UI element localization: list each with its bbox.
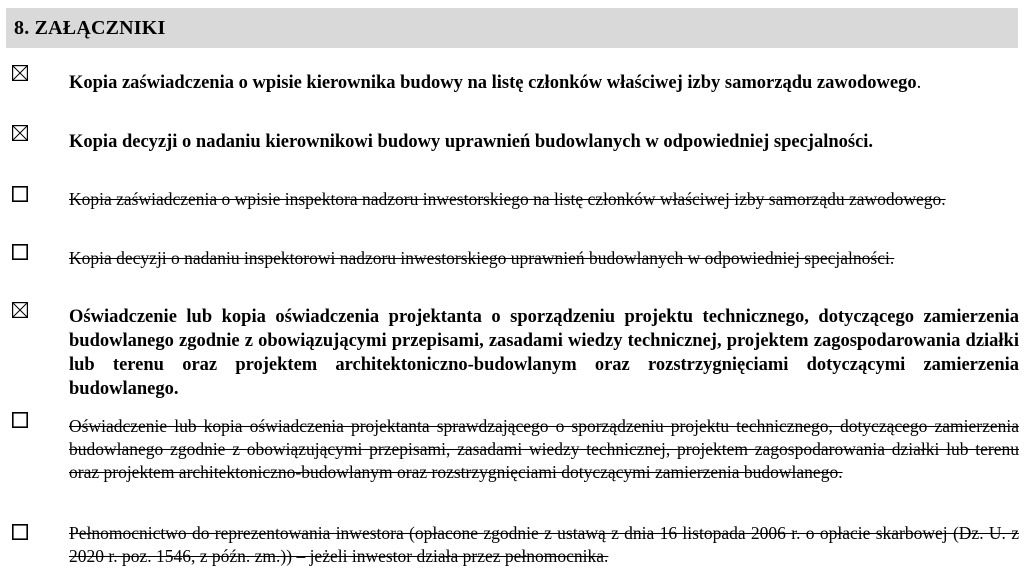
attachment-text: Oświadczenie lub kopia oświadczenia projektanta o sporządzeniu projektu technicznego, dotyczącego zamierzenia budowlanego zgodnie z obowiązującymi przepisami, zasadami wiedzy technicznej, projektem zagospodarowania działki lub terenu oraz projektem architektoniczno-budowlanym oraz rozstrzygnięciami dotyczącymi zamierzenia budowlanego.	[69, 307, 1019, 399]
section-title: 8. ZAŁĄCZNIKI	[14, 16, 166, 39]
attachment-text: Kopia decyzji o nadaniu kierownikowi budowy uprawnień budowlanych w odpowiedniej specjalności.	[69, 132, 874, 152]
checkbox-checked-icon	[12, 302, 28, 318]
attachment-checkbox-checked[interactable]	[12, 302, 28, 318]
checkbox-checked-icon	[12, 65, 28, 81]
checkbox-empty-icon	[12, 186, 28, 202]
checkbox-empty-icon	[12, 244, 28, 260]
attachment-checkbox-unchecked[interactable]	[12, 186, 28, 202]
checkbox-empty-icon	[12, 524, 28, 540]
attachment-text: Kopia zaświadczenia o wpisie inspektora nadzoru inwestorskiego na listę członków właściwej izby samorządu zawodowego.	[69, 189, 946, 209]
attachment-checkbox-unchecked[interactable]	[12, 244, 28, 260]
checkbox-checked-icon	[12, 125, 28, 141]
attachment-checkbox-unchecked[interactable]	[12, 412, 28, 428]
attachment-checkbox-unchecked[interactable]	[12, 524, 28, 540]
attachment-text: Kopia zaświadczenia o wpisie kierownika budowy na listę członków właściwej izby samorządu zawodowego.	[69, 73, 922, 93]
attachment-checkbox-checked[interactable]	[12, 65, 28, 81]
attachment-text: Pełnomocnictwo do reprezentowania inwestora (opłacone zgodnie z ustawą z dnia 16 listopada 2006 r. o opłacie skarbowej (Dz. U. z 2020 r. poz. 1546, z późn. zm.)) – jeżeli inwestor działa przez pełnomocnika.	[69, 523, 1019, 566]
section-header	[6, 8, 1018, 48]
checkbox-empty-icon	[12, 412, 28, 428]
attachment-text: Kopia decyzji o nadaniu inspektorowi nadzoru inwestorskiego uprawnień budowlanych w odpowiedniej specjalności.	[69, 248, 895, 268]
attachment-checkbox-checked[interactable]	[12, 125, 28, 141]
attachment-text: Oświadczenie lub kopia oświadczenia projektanta sprawdzającego o sporządzeniu projektu technicznego, dotyczącego zamierzenia budowlanego zgodnie z obowiązującymi przepisami, zasadami wiedzy technicznej, projektem zagospodarowania działki lub terenu oraz projektem architektoniczno-budowlanym oraz rozstrzygnięciami dotyczącymi zamierzenia budowlanego.	[69, 416, 1019, 482]
